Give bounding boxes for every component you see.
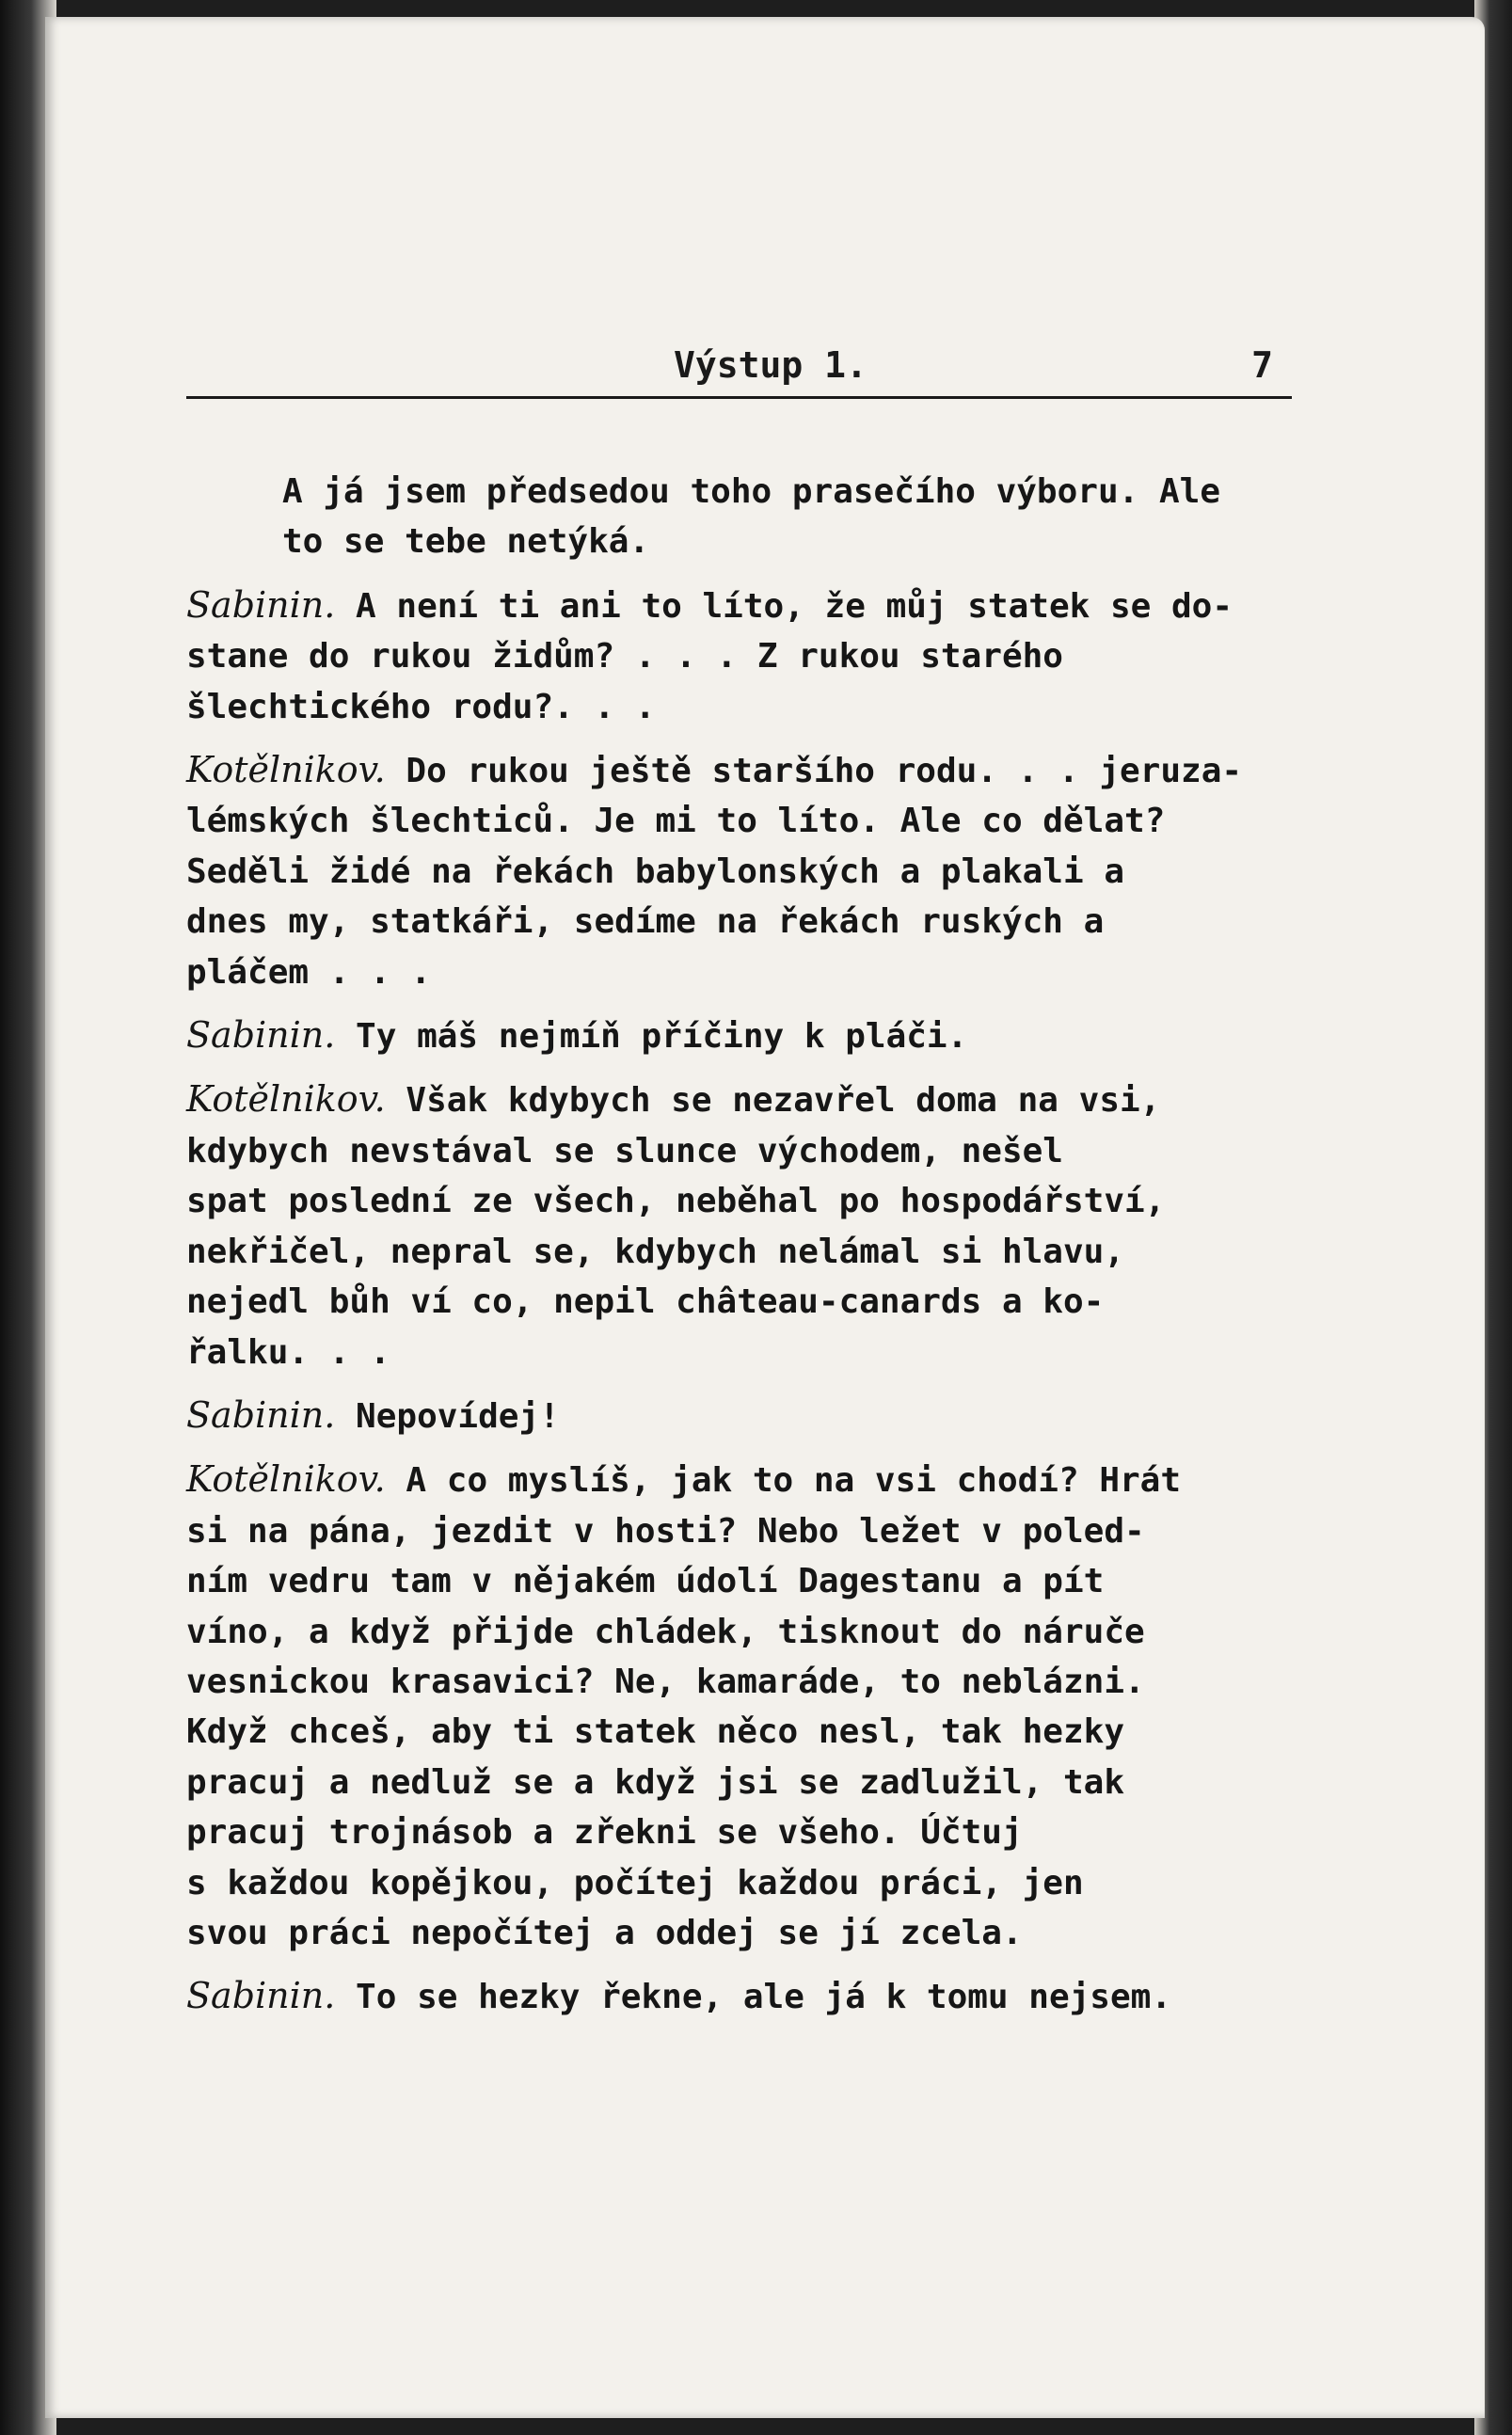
text-line: pracuj trojnásob a zřekni se všeho. Účtuj bbox=[186, 1813, 1023, 1853]
text-line: To se hezky řekne, ale já k tomu nejsem. bbox=[356, 1978, 1171, 2017]
text-line: Však kdybych se nezavřel doma na vsi, bbox=[406, 1081, 1161, 1121]
text-line: to se tebe netýká. bbox=[282, 522, 650, 562]
dialogue-text bbox=[186, 467, 1292, 2036]
text-line: víno, a když přijde chládek, tisknout do náruče bbox=[186, 1612, 1145, 1651]
page-number: 7 bbox=[1251, 344, 1273, 386]
text-line: vesnickou krasavici? Ne, kamaráde, to neblázni. bbox=[186, 1662, 1145, 1701]
dialogue-entry bbox=[186, 1971, 1292, 2022]
running-title: Výstup 1. bbox=[674, 344, 867, 386]
text-line: ním vedru tam v nějakém údolí Dagestanu a pít bbox=[186, 1562, 1105, 1601]
text-line: Do rukou ještě staršího rodu. . . jeruza- bbox=[406, 752, 1243, 791]
text-line: dnes my, statkáři, sedíme na řekách ruských a bbox=[186, 902, 1105, 942]
text-line: Nepovídej! bbox=[356, 1396, 560, 1436]
text-line: nekřičel, nepral se, kdybych nelámal si hlavu, bbox=[186, 1232, 1124, 1271]
speaker-name: Kotělnikov. bbox=[186, 749, 386, 791]
text-line: Ty máš nejmíň příčiny k pláči. bbox=[356, 1017, 968, 1057]
dialogue-entry bbox=[186, 467, 1292, 567]
text-line: A není ti ani to líto, že můj statek se do- bbox=[356, 586, 1233, 626]
text-line: A co myslíš, jak to na vsi chodí? Hrát bbox=[406, 1461, 1182, 1501]
text-line: spat poslední ze všech, neběhal po hospodářství, bbox=[186, 1182, 1166, 1221]
speaker-name: Kotělnikov. bbox=[186, 1078, 386, 1121]
text-line: nejedl bůh ví co, nepil château-canards a ko- bbox=[186, 1282, 1105, 1322]
text-line: si na pána, jezdit v hosti? Nebo ležet v poled- bbox=[186, 1511, 1145, 1551]
speaker-name: Sabinin. bbox=[186, 1393, 336, 1436]
text-line: pláčem . . . bbox=[186, 952, 432, 992]
text-line: kdybych nevstával se slunce východem, nešel bbox=[186, 1131, 1063, 1170]
text-line: lémských šlechticů. Je mi to líto. Ale co dělat? bbox=[186, 802, 1166, 841]
dialogue-entry bbox=[186, 1011, 1292, 1061]
dialogue-entry bbox=[186, 1391, 1292, 1441]
speaker-name: Sabinin. bbox=[186, 583, 336, 626]
dialogue-entry bbox=[186, 1455, 1292, 1958]
speaker-name: Sabinin. bbox=[186, 1014, 336, 1057]
page-header bbox=[186, 327, 1292, 399]
header-rule bbox=[186, 396, 1292, 399]
text-line: šlechtického rodu?. . . bbox=[186, 687, 656, 726]
dialogue-entry bbox=[186, 745, 1292, 997]
text-line: Seděli židé na řekách babylonských a plakali a bbox=[186, 851, 1124, 891]
text-line: Když chceš, aby ti statek něco nesl, tak hezky bbox=[186, 1712, 1124, 1752]
speaker-name: Kotělnikov. bbox=[186, 1458, 386, 1501]
text-line: s každou kopějkou, počítej každou práci, jen bbox=[186, 1863, 1084, 1902]
book-page bbox=[45, 17, 1485, 2418]
text-line: řalku. . . bbox=[186, 1332, 390, 1372]
text-line: svou práci nepočítej a oddej se jí zcela. bbox=[186, 1913, 1023, 1952]
dialogue-entry bbox=[186, 581, 1292, 732]
text-line: pracuj a nedluž se a když jsi se zadlužil, tak bbox=[186, 1762, 1124, 1802]
text-line: stane do rukou židům? . . . Z rukou starého bbox=[186, 637, 1063, 676]
text-line: A já jsem předsedou toho prasečího výboru. Ale bbox=[282, 472, 1220, 511]
dialogue-entry bbox=[186, 1074, 1292, 1377]
speaker-name: Sabinin. bbox=[186, 1975, 336, 2017]
